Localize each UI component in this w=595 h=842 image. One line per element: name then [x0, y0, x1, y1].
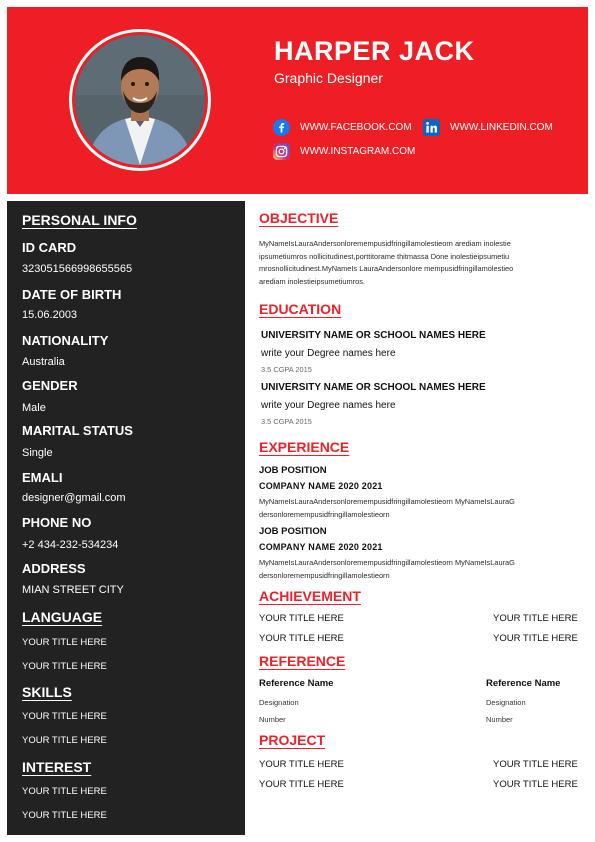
experience-heading: EXPERIENCE: [259, 439, 350, 455]
education-degree: write your Degree names here: [261, 400, 396, 411]
marital-status-value: Single: [22, 447, 53, 459]
email-label: EMALI: [22, 470, 63, 485]
person-name: HARPER JACK: [274, 36, 475, 66]
linkedin-link[interactable]: [423, 119, 553, 136]
education-school: UNIVERSITY NAME OR SCHOOL NAMES HERE: [261, 330, 486, 341]
language-heading: LANGUAGE: [22, 609, 103, 625]
linkedin-url: WWW.LINKEDIN.COM: [450, 122, 553, 133]
experience-company: COMPANY NAME 2020 2021: [259, 542, 383, 552]
education-heading: EDUCATION: [259, 301, 342, 317]
experience-line: MyNameIsLauraAndersonloremempusidfringillamolestieorn MyNameIsLauraG: [259, 558, 515, 567]
achievement-item: YOUR TITLE HERE: [493, 633, 578, 644]
reference-name: Reference Name: [486, 678, 561, 689]
skills-heading: SKILLS: [22, 684, 72, 700]
phone-label: PHONE NO: [22, 515, 92, 530]
id-card-value: 323051566998655565: [22, 263, 133, 275]
reference-number: Number: [486, 715, 513, 724]
experience-position: JOB POSITION: [259, 465, 327, 476]
nationality-label: NATIONALITY: [22, 333, 109, 348]
header-banner: [7, 7, 588, 194]
address-label: ADDRESS: [22, 561, 86, 576]
project-item: YOUR TITLE HERE: [259, 759, 344, 770]
linkedin-icon: [423, 119, 440, 136]
objective-heading: OBJECTIVE: [259, 210, 339, 226]
project-item: YOUR TITLE HERE: [493, 779, 578, 790]
experience-company: COMPANY NAME 2020 2021: [259, 481, 383, 491]
language-item: YOUR TITLE HERE: [22, 637, 107, 648]
education-school: UNIVERSITY NAME OR SCHOOL NAMES HERE: [261, 382, 486, 393]
achievement-item: YOUR TITLE HERE: [259, 633, 344, 644]
achievement-heading: ACHIEVEMENT: [259, 588, 361, 604]
address-value: MIAN STREET CITY: [22, 584, 124, 596]
interest-heading: INTEREST: [22, 759, 92, 775]
facebook-link[interactable]: [273, 119, 412, 136]
nationality-value: Australia: [22, 356, 65, 368]
gender-label: GENDER: [22, 378, 78, 393]
job-title: Graphic Designer: [274, 70, 383, 86]
instagram-icon: [273, 143, 290, 160]
experience-description: [259, 557, 573, 582]
profile-photo-frame: [69, 29, 211, 171]
skills-item: YOUR TITLE HERE: [22, 735, 107, 746]
instagram-link[interactable]: [273, 143, 415, 160]
facebook-icon: [273, 119, 290, 136]
email-value: designer@gmail.com: [22, 492, 126, 504]
reference-designation: Designation: [259, 698, 299, 707]
person-portrait-image: [75, 35, 205, 165]
interest-item: YOUR TITLE HERE: [22, 786, 107, 797]
achievement-item: YOUR TITLE HERE: [493, 613, 578, 624]
dob-value: 15.06.2003: [22, 309, 78, 321]
reference-designation: Designation: [486, 698, 526, 707]
sidebar: [7, 201, 245, 835]
objective-line: arediam inolestieipsumetiumros.: [259, 276, 365, 286]
marital-status-label: MARITAL STATUS: [22, 423, 133, 438]
phone-value: +2 434-232-534234: [22, 539, 119, 551]
reference-number: Number: [259, 715, 286, 724]
objective-line: MyNameIsLauraAndersonloremempusidfringillamolestieorn arediam inolestie: [259, 239, 511, 248]
facebook-url: WWW.FACEBOOK.COM: [300, 122, 412, 133]
experience-line: MyNameIsLauraAndersonloremempusidfringillamolestieorn MyNameIsLauraG: [259, 497, 515, 506]
gender-value: Male: [22, 402, 46, 414]
interest-item: YOUR TITLE HERE: [22, 810, 107, 821]
project-item: YOUR TITLE HERE: [493, 759, 578, 770]
project-item: YOUR TITLE HERE: [259, 779, 344, 790]
reference-name: Reference Name: [259, 678, 334, 689]
objective-line: mrosnollicitudinest.MyNameIs LauraAndersonlore mempusidfringillamolestieo: [259, 264, 514, 274]
dob-label: DATE OF BIRTH: [22, 287, 122, 302]
reference-heading: REFERENCE: [259, 653, 346, 669]
id-card-label: ID CARD: [22, 240, 77, 255]
objective-text: [259, 238, 573, 288]
profile-photo: [75, 35, 205, 165]
education-cgpa: 3.5 CGPA 2015: [261, 365, 312, 374]
experience-description: [259, 496, 573, 521]
experience-line: dersonloremempusidfringillamolestieorn: [259, 570, 390, 580]
objective-line: ipsumetiumros nollicitudinest,porttitorame thitmassa Done inolestieipsumetiu: [259, 251, 510, 261]
language-item: YOUR TITLE HERE: [22, 661, 107, 672]
project-heading: PROJECT: [259, 732, 326, 748]
instagram-url: WWW.INSTAGRAM.COM: [300, 146, 416, 157]
achievement-item: YOUR TITLE HERE: [259, 613, 344, 624]
experience-position: JOB POSITION: [259, 526, 327, 537]
skills-item: YOUR TITLE HERE: [22, 711, 107, 722]
education-degree: write your Degree names here: [261, 348, 396, 359]
education-cgpa: 3.5 CGPA 2015: [261, 417, 312, 426]
experience-line: dersonloremempusidfringillamolestieorn: [259, 509, 390, 519]
personal-info-heading: PERSONAL INFO: [22, 212, 137, 228]
